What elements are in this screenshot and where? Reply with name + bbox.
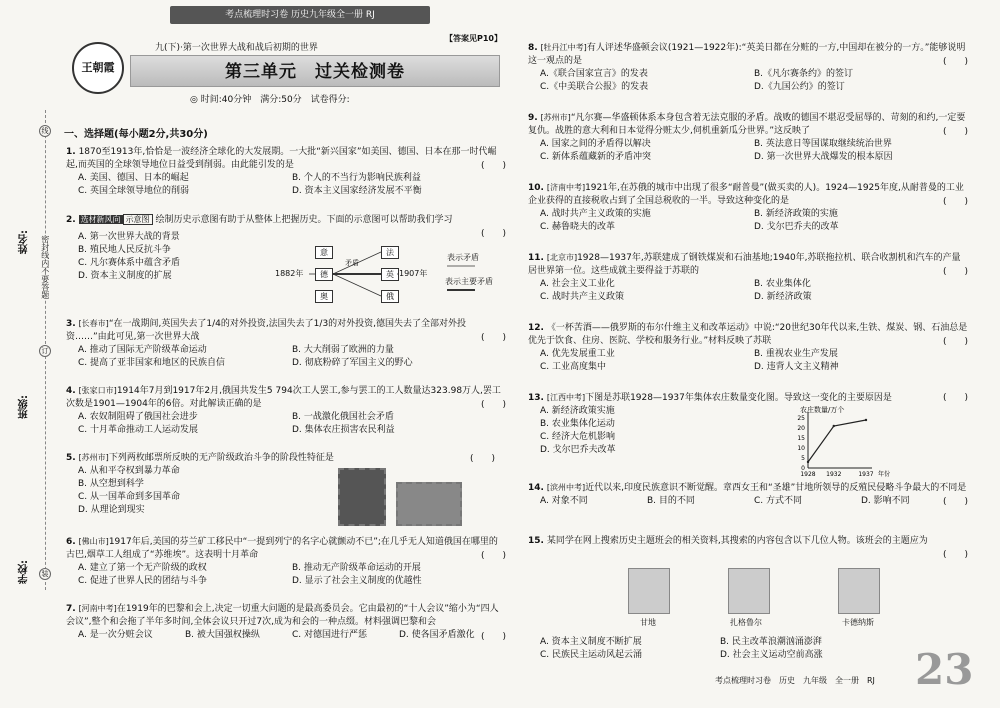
option-b[interactable]: B. 一战激化俄国社会矛盾 [292,412,394,423]
option-a[interactable]: A. 新经济政策实施 [540,406,615,417]
option-b[interactable]: B. 从空想到科学 [78,479,144,490]
answer-blank[interactable]: ( ) [480,632,506,642]
node-germany: 德 [315,268,333,281]
question-stem: 下图是苏联1928—1937年集体农庄数量变化图。导致这一变化的主要原因是 [585,393,892,403]
option-a[interactable]: A. 农奴制阻碍了俄国社会进步 [78,412,198,423]
section-heading: 一、选择题(每小题2分,共30分) [64,129,208,140]
option-c[interactable]: C. 十月革命推动工人运动发展 [78,425,199,436]
portrait-cardenas [838,568,880,614]
x-axis-unit: 年份 [878,471,891,478]
option-a[interactable]: A. 是一次分赃会议 [78,630,153,641]
question-8 [528,42,968,94]
alliance-diagram [275,244,505,304]
question-15-options [540,636,900,662]
option-c[interactable]: C. 赫鲁晓夫的改革 [540,222,616,233]
option-b[interactable]: B. 农业集体化 [754,279,811,290]
answer-blank[interactable]: ( ) [480,333,506,343]
y-tick-label: 25 [797,415,805,422]
option-d[interactable]: D. 新经济政策 [754,292,812,303]
source-tag: [苏州市] [78,453,109,462]
option-d[interactable]: D. 显示了社会主义制度的优越性 [292,576,422,587]
source-tag: [佛山市] [78,537,109,546]
option-d[interactable]: D. 资本主义国家经济发展不平衡 [292,186,422,197]
option-d[interactable]: D. 集体农庄损害农民利益 [292,425,395,436]
question-stem: 1928—1937年,苏联建成了钢铁煤炭和石油基地;1940年,苏联拖拉机、联合收割机和汽车的产量居世界第一位。这些成就主要得益于苏联的 [528,253,961,277]
source-tag: [长春市] [78,319,109,328]
option-d[interactable]: D. 戈尔巴乔夫的改革 [754,222,839,233]
question-stem: 《一杯苦酒——俄罗斯的布尔什维主义和改革运动》中说:“20世纪30年代以来,生铁、煤炭、钢、石油总是优先于饮食、住房、医院、学校和服务行业。”材料反映了苏联 [528,323,968,347]
y-tick-label: 20 [797,425,805,432]
option-a[interactable]: A. 从和平夺权到暴力革命 [78,466,180,477]
option-c[interactable]: C.《中美联合公报》的发表 [540,82,649,93]
node-austria: 奥 [315,290,333,303]
question-10 [528,182,968,234]
seal-notice: 密封线内不要答题 [40,235,50,299]
collective-farm-chart [790,405,900,480]
question-11 [528,252,968,304]
tag-diagram: 示意图 [123,214,153,225]
question-number: 5. [66,453,76,463]
option-a[interactable]: A. 社会主义工业化 [540,279,615,290]
data-point [865,419,867,421]
option-b[interactable]: B. 英法意日等国谋取继续统治世界 [754,139,892,150]
question-stem: 近代以来,印度民族意识不断觉醒。章西女王和“圣雄”甘地所领导的反殖民侵略斗争最大的不同是 [585,483,967,493]
option-d[interactable]: D. 从理论到现实 [78,505,145,516]
chart-title: 农庄数量/万个 [800,406,845,414]
unit-title: 第三单元 过关检测卷 [225,62,405,82]
option-a[interactable]: A. 推动了国际无产阶级革命运动 [78,345,207,356]
option-a[interactable]: A. 国家之间的矛盾得以解决 [540,139,651,150]
question-5 [66,452,336,517]
question-number: 4. [66,386,76,396]
question-12 [528,322,968,374]
option-d[interactable]: D. 影响不同 [861,496,910,507]
question-14 [528,482,968,508]
data-point [807,461,809,463]
option-d[interactable]: D. 第一次世界大战爆发的根本原因 [754,152,893,163]
brand-logo: 王朝霞 [72,42,124,94]
question-15 [528,535,968,560]
question-9 [528,112,968,164]
option-b[interactable]: B. 重视农业生产发展 [754,349,838,360]
option-d[interactable]: D. 使各国矛盾激化 [399,630,475,641]
answer-reference: 【答案见P10】 [445,34,502,43]
question-number: 15. [528,536,544,546]
source-tag: [北京市] [546,253,578,262]
question-7 [66,603,506,642]
answer-blank[interactable]: ( ) [942,267,968,277]
option-b[interactable]: B. 殖民地人民反抗斗争 [78,245,171,256]
question-stem: 某同学在网上搜索历史主题班会的相关资料,其搜索的内容包含以下几位人物。该班会的主题应为 [546,536,928,546]
option-c[interactable]: C. 战时共产主义政策 [540,292,625,303]
answer-blank[interactable]: ( ) [942,197,968,207]
name-label: 姓名: [19,230,30,254]
option-d[interactable]: D. 社会主义运动空前高涨 [720,650,823,661]
source-tag: [江西中考] [546,393,586,402]
class-label: 班级: [19,395,30,419]
answer-blank[interactable]: ( ) [480,400,506,410]
node-russia: 俄 [381,290,399,303]
data-point [833,425,835,427]
question-stem: 1921年,在苏俄的城市中出现了很多“耐普曼”(做买卖的人)。1924—1925年度,从耐普曼的工业企业获得的直接税收占到了全国总税收的一半。导致这种变化的是 [528,183,964,207]
answer-blank[interactable]: ( ) [942,127,968,137]
node-italy: 意 [315,246,333,259]
question-stem: 下列两枚邮票所反映的无产阶级政治斗争的阶段性特征是 [108,453,334,463]
option-b[interactable]: B. 新经济政策的实施 [754,209,838,220]
option-a[interactable]: A. 资本主义制度不断扩展 [540,637,642,647]
answer-blank[interactable]: ( ) [942,337,968,347]
series-line [808,420,866,462]
source-tag: [苏州市] [540,113,571,122]
answer-blank[interactable]: ( ) [942,393,968,403]
y-tick-label: 15 [797,435,805,442]
exam-meta: ◎ 时间:40分钟 满分:50分 试卷得分: [190,95,350,105]
option-b[interactable]: B. 民主改革浪潮汹涌澎湃 [720,637,822,647]
seal-mark-bind: 订 [39,345,51,357]
option-d[interactable]: D. 彻底粉碎了军国主义的野心 [292,358,413,369]
tag-new-material: 选材新风向 [80,215,121,224]
question-number: 14. [528,483,544,493]
option-a[interactable]: A. 战时共产主义政策的实施 [540,209,651,220]
x-tick-label: 1932 [826,471,842,478]
name-cardenas: 卡德纳斯 [842,618,874,627]
node-britain: 英 [381,268,399,281]
question-number: 11. [528,253,544,263]
answer-blank[interactable]: ( ) [480,229,506,239]
question-stem: “在一战期间,英国失去了1/4的对外投资,法国失去了1/3的对外投资,德国失去了全部对外投资……”由此可见,第一次世界大战 [66,319,467,343]
option-c[interactable]: C. 新体系蕴藏新的矛盾冲突 [540,152,652,163]
diagram-year-1907: 1907年 [399,269,428,278]
name-gandhi: 甘地 [640,618,656,627]
option-b[interactable]: B.《凡尔赛条约》的签订 [754,69,854,80]
option-b[interactable]: B. 大大削弱了欧洲的力量 [292,345,394,356]
answer-blank[interactable]: ( ) [942,550,968,560]
source-tag: [滨州中考] [546,483,586,492]
legend-conflict: 表示矛盾 [447,253,479,262]
name-zaghlul: 扎格鲁尔 [730,618,762,627]
option-a[interactable]: A.《联合国家宣言》的发表 [540,69,648,80]
question-stem: “凡尔赛—华盛顿体系本身包含着无法克服的矛盾。战败的德国不堪忍受屈辱的、苛刻的和约,一定要复仇。战胜的意大利和日本觉得分赃太少,伺机重新瓜分世界。”这反映了 [528,113,966,137]
option-a[interactable]: A. 第一次世界大战的背景 [78,232,180,243]
legend-main-conflict: 表示主要矛盾 [445,277,493,286]
question-number: 8. [528,43,538,53]
option-c[interactable]: C. 提高了亚非国家和地区的民族自信 [78,358,226,369]
question-number: 12. [528,323,544,333]
source-tag: [河南中考] [78,604,117,613]
question-13 [528,392,968,457]
option-d[interactable]: D. 资本主义制度的扩展 [78,271,172,282]
question-stem: 在1919年的巴黎和会上,决定一切重大问题的是最高委员会。它由最初的“十人会议”缩小为“四人会议”,整个和会拖了半年多时间,全体会议只开过7次,成为和会的一种点缀。材料强调巴黎和会 [66,604,499,628]
option-c[interactable]: C. 促进了世界人民的团结与斗争 [78,576,208,587]
portrait-zaghlul [728,568,770,614]
source-tag: [牡丹江中考] [540,43,587,52]
portrait-gandhi [628,568,670,614]
option-d[interactable]: D. 戈尔巴乔夫改革 [540,445,616,456]
option-c[interactable]: C. 民族民主运动风起云涌 [540,650,643,661]
question-stem: 1870至1913年,恰恰是一波经济全球化的大发展期。一大批“新兴国家”如美国、德国、日本在那一时代崛起,而英国的全球领导地位日益受到削弱。由此能引发的是 [66,147,497,171]
question-stem: 有人评述华盛顿会议(1921—1922年):“英美日都在分赃的一方,中国却在被分的一方。”能够说明这一观点的是 [528,43,966,67]
question-stem: 1917年后,美国的芬兰矿工移民中“一提到列宁的名字心就颤动不已”;在几乎无人知道俄国在哪里的古巴,烟草工人组成了“苏维埃”。这表明十月革命 [66,537,498,561]
school-label: 学校: [19,560,30,584]
question-6 [66,536,506,588]
question-number: 10. [528,183,544,193]
chart-svg [790,405,900,480]
option-c[interactable]: C. 方式不同 [754,496,803,507]
stamp-images [338,468,463,528]
option-c[interactable]: C. 对德国进行严惩 [292,630,368,641]
option-d[interactable]: D.《九国公约》的签订 [754,82,845,93]
question-3 [66,318,506,370]
option-c[interactable]: C. 从一国革命到多国革命 [78,492,181,503]
diagram-conflict-label: 矛盾 [345,259,359,267]
page-number: 23 [915,645,974,694]
option-c[interactable]: C. 英国全球领导地位的削弱 [78,186,190,197]
option-b[interactable]: B. 被大国强权操纵 [185,630,260,641]
question-number: 13. [528,393,544,403]
question-number: 1. [66,147,76,157]
x-tick-label: 1928 [800,471,816,478]
question-number: 2. [66,215,76,225]
option-b[interactable]: B. 个人的不当行为影响民族利益 [292,173,421,184]
y-tick-label: 5 [801,455,805,462]
seal-mark-line: 线 [39,125,51,137]
option-c[interactable]: C. 工业高度集中 [540,362,607,373]
question-4 [66,385,506,437]
question-number: 3. [66,319,76,329]
y-tick-label: 10 [797,445,805,452]
option-c[interactable]: C. 凡尔赛体系中蕴含矛盾 [78,258,181,269]
question-1 [66,146,506,198]
answer-blank[interactable]: ( ) [942,497,968,507]
seal-mark-pack: 装 [39,568,51,580]
question-stem: 1914年7月到1917年2月,俄国共发生5 794次工人罢工,参与罢工的工人数量达323.98万人,罢工次数是1901—1904年的6倍。对此解读正确的是 [66,386,501,410]
option-a[interactable]: A. 对象不同 [540,496,588,507]
question-stem: 绘制历史示意图有助于从整体上把握历史。下面的示意图可以帮助我们学习 [155,215,453,225]
page-footer: 考点梳理时习卷 历史 九年级 全一册 RJ [715,676,875,685]
unit-title-bar [130,55,500,87]
source-tag: [济南中考] [546,183,586,192]
question-number: 6. [66,537,76,547]
answer-blank[interactable]: ( ) [942,57,968,67]
diagram-year-1882: 1882年 [275,269,304,278]
node-france: 法 [381,246,399,259]
option-b[interactable]: B. 农业集体化运动 [540,419,615,430]
option-d[interactable]: D. 违背人文主义精神 [754,362,839,373]
question-number: 9. [528,113,538,123]
chapter-subtitle: 九(下)·第一次世界大战和战后初期的世界 [155,43,318,53]
top-banner: 考点梳理时习卷 历史九年级全一册 RJ [170,6,430,24]
option-b[interactable]: B. 推动无产阶级革命运动的开展 [292,563,421,574]
source-tag: [张家口市] [78,386,117,395]
stamp-lenin [338,468,386,526]
y-tick-label: 0 [801,465,805,472]
option-a[interactable]: A. 美国、德国、日本的崛起 [78,173,189,184]
stamp-revolution [396,482,462,526]
option-b[interactable]: B. 目的不同 [647,496,695,507]
x-tick-label: 1937 [858,471,874,478]
option-c[interactable]: C. 经济大危机影响 [540,432,616,443]
answer-blank[interactable]: ( ) [480,551,506,561]
option-a[interactable]: A. 优先发展重工业 [540,349,615,360]
question-number: 7. [66,604,76,614]
option-a[interactable]: A. 建立了第一个无产阶级的政权 [78,563,207,574]
answer-blank[interactable]: ( ) [480,161,506,171]
answer-blank[interactable]: ( ) [470,454,496,464]
